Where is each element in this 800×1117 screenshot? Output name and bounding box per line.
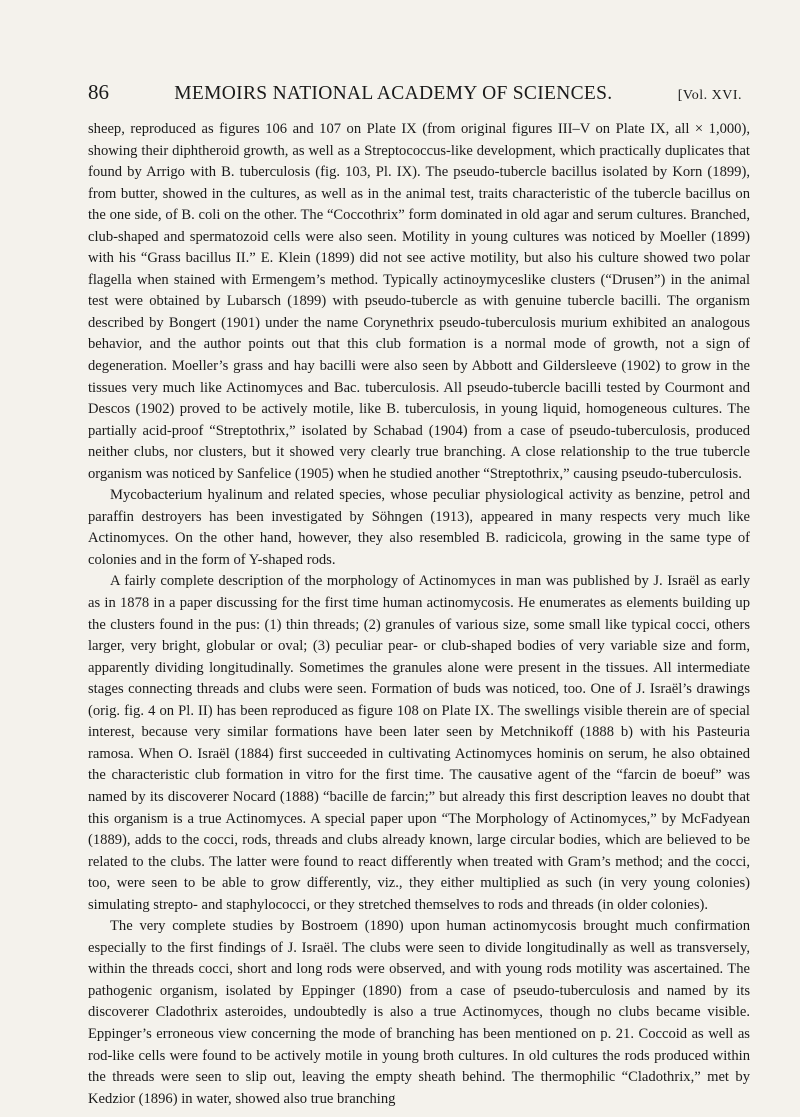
page-number: 86 [88,80,109,104]
paragraph: The very complete studies by Bostroem (1890) upon human actinomycosis brought much confirmation especially to the first findings of J. Israël. The clubs were seen to divide longitudinally as well as transversely, within the threads cocci, short and long rods were observed, and with young rods motility was ascertained. The pathogenic organism, isolated by Eppinger (1890) from a case of pseudo-tuberculosis and named by its discoverer Cladothrix asteroides, undoubtedly is also a true Actinomyces, though no clubs became visible. Eppinger’s erroneous view concerning the mode of branching has been mentioned on p. 21. Coccoid as well as rod-like cells were found to be actively motile in young broth cultures. In old cultures the rods produced within the threads were seen to slip out, leaving the empty sheath behind. The thermophilic “Cladothrix,” met by Kedzior (1896) in water, showed also true branching [88,918,750,1107]
running-title: MEMOIRS NATIONAL ACADEMY OF SCIENCES. [174,83,613,104]
body-text [88,119,750,1110]
paragraph: sheep, reproduced as figures 106 and 107 on Plate IX (from original figures III–V on Plate IX, all × 1,000), showing their diphtheroid growth, as well as a Streptococcus-like development, which practically duplicates that found by Arrigo with B. tuberculosis (fig. 103, Pl. IX). The pseudo-tubercle bacillus isolated by Korn (1899), from butter, showed in the cultures, as well as in the animal test, traits characteristic of the tubercle bacillus on the one side, of B. coli on the other. The “Coccothrix” form dominated in old agar and serum cultures. Branched, club-shaped and spermatozoid cells were also seen. Motility in young cultures was noticed by Moeller (1899) with his “Grass bacillus II.” E. Klein (1899) did not see active motility, but also his culture showed two polar flagella when stained with Ermengem’s method. Typically actinoymyceslike clusters (“Drusen”) in the animal test were obtained by Lubarsch (1899) with pseudo-tubercle as with genuine tubercle bacilli. The organism described by Bongert (1901) under the name Corynethrix pseudo-tuberculosis murium exhibited an analogous behavior, and the author points out that this club formation is a normal mode of growth, not a sign of degeneration. Moeller’s grass and hay bacilli were also seen by Abbott and Gildersleeve (1902) to grow in the tissues very much like Actinomyces and Bac. tuberculosis. All pseudo-tubercle bacilli tested by Courmont and Descos (1902) proved to be actively motile, like B. tuberculosis, in young liquid, homogeneous cultures. The partially acid-proof “Streptothrix,” isolated by Schabad (1904) from a case of pseudo-tuberculosis, produced neither clubs, nor clusters, but it showed very clearly true branching. A close relationship to the true tubercle organism was noticed by Sanfelice (1905) when he studied another “Streptothrix,” causing pseudo-tuberculosis. [88,121,750,482]
paragraph: Mycobacterium hyalinum and related species, whose peculiar physiological activity as benzine, petrol and paraffin destroyers has been investigated by Söhngen (1913), appeared in many respects very much like Actinomyces. On the other hand, however, they also resembled B. radicicola, growing in the same type of colonies and in the form of Y-shaped rods. [88,487,750,568]
running-header [88,80,742,108]
volume-label: [Vol. XVI. [677,88,742,103]
paragraph: A fairly complete description of the morphology of Actinomyces in man was published by J. Israël as early as in 1878 in a paper discussing for the first time human actinomycosis. He enumerates as elements building up the clusters found in the pus: (1) thin threads; (2) granules of various size, some small like typical cocci, others larger, very bright, globular or oval; (3) peculiar pear- or club-shaped bodies of very variable size and form, apparently dividing longitudinally. Sometimes the granules alone were present in the tissues. All intermediate stages connecting threads and clubs were seen. Formation of buds was noticed, too. One of J. Israël’s drawings (orig. fig. 4 on Pl. II) has been reproduced as figure 108 on Plate IX. The swellings visible therein are of special interest, because very similar formations have been later seen by Metchnikoff (1888 b) with his Pasteuria ramosa. When O. Israël (1884) first succeeded in cultivating Actinomyces hominis on serum, he also obtained the characteristic club formation in vitro for the first time. The causative agent of the “farcin de boeuf” was named by its discoverer Nocard (1888) “bacille de farcin;” but already this first description leaves no doubt that this organism is a true Actinomyces. A special paper upon “The Morphology of Actinomyces,” by McFadyean (1889), adds to the cocci, rods, threads and clubs already known, large circular bodies, which are believed to be related to the clubs. The latter were found to react differently when treated with Gram’s method; and the cocci, too, were seen to be able to grow differently, viz., they either multiplied as such (in very young colonies) simulating strepto- and staphylococci, or they stretched themselves to rods and threads (in older colonies). [88,573,750,913]
